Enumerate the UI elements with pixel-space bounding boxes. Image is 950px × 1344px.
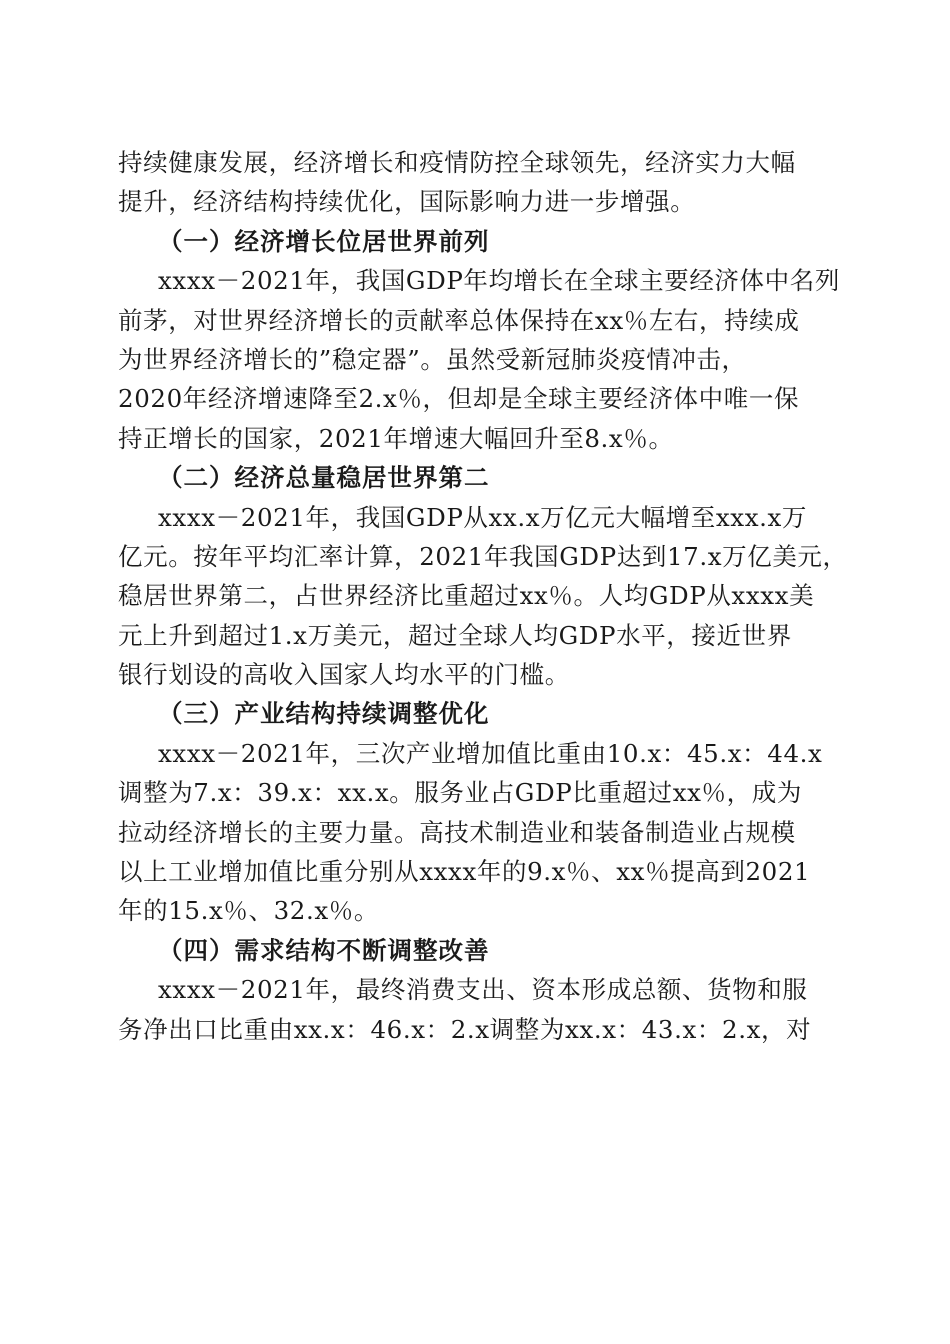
section-heading-4: （四）需求结构不断调整改善 (158, 935, 490, 965)
body-line: 元上升到超过1.x万美元，超过全球人均GDP水平，接近世界 (118, 620, 792, 650)
body-line: 持正增长的国家，2021年增速大幅回升至8.x％。 (118, 423, 674, 453)
body-line: 银行划设的高收入国家人均水平的门槛。 (118, 660, 570, 690)
body-line: 亿元。按年平均汇率计算，2021年我国GDP达到17.x万亿美元， (118, 541, 848, 571)
paragraph-first-line: xxxx－2021年，三次产业增加值比重由10.x：45.x：44.x (158, 738, 823, 768)
paragraph-first-line: xxxx－2021年，我国GDP从xx.x万亿元大幅增至xxx.x万 (158, 502, 808, 532)
body-line: 务净出口比重由xx.x：46.x：2.x调整为xx.x：43.x：2.x，对 (118, 1014, 812, 1044)
paragraph-first-line: xxxx－2021年，最终消费支出、资本形成总额、货物和服 (158, 975, 808, 1005)
body-line: 稳居世界第二，占世界经济比重超过xx％。人均GDP从xxxx美 (118, 581, 815, 611)
body-line: 持续健康发展，经济增长和疫情防控全球领先，经济实力大幅 (118, 148, 796, 177)
body-line: 前茅，对世界经济增长的贡献率总体保持在xx％左右，持续成 (118, 305, 800, 335)
section-heading-2: （二）经济总量稳居世界第二 (158, 463, 490, 493)
body-line: 年的15.x％、32.x％。 (118, 896, 379, 926)
body-line: 以上工业增加值比重分别从xxxx年的9.x％、xx％提高到2021 (118, 857, 811, 887)
section-heading-3: （三）产业结构持续调整优化 (158, 699, 490, 729)
body-line: 为世界经济增长的”稳定器”。虽然受新冠肺炎疫情冲击， (118, 344, 747, 374)
document-body (118, 143, 848, 1049)
body-line: 2020年经济增速降至2.x％，但却是全球主要经济体中唯一保 (118, 384, 800, 414)
paragraph-first-line: xxxx－2021年，我国GDP年均增长在全球主要经济体中名列 (158, 266, 840, 296)
body-line: 调整为7.x：39.x：xx.x。服务业占GDP比重超过xx％，成为 (118, 778, 802, 808)
body-line: 提升，经济结构持续优化，国际影响力进一步增强。 (118, 187, 696, 217)
section-heading-1: （一）经济增长位居世界前列 (158, 226, 490, 256)
body-line: 拉动经济增长的主要力量。高技术制造业和装备制造业占规模 (118, 817, 796, 847)
